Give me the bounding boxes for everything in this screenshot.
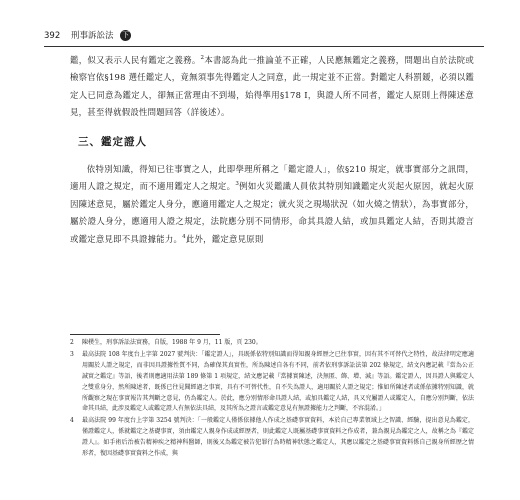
paragraph-1 (70, 52, 474, 122)
footnote-number: 4 (70, 417, 74, 425)
header-rule (44, 46, 484, 47)
book-title: 刑事訴訟法 (70, 31, 114, 41)
running-header (44, 28, 484, 44)
para2-text-c: 此外，鑑定意見原則 (185, 233, 264, 244)
footnote-rule (70, 334, 220, 335)
footnote-number: 3 (70, 350, 74, 358)
main-text (70, 52, 474, 248)
paragraph-2 (70, 161, 474, 248)
footnote-ref-3[interactable]: 3 (235, 181, 240, 188)
footnote-text: 陳樸生，刑事訴訟法實務，自版，1988 年 9 月，11 版，頁 230。 (82, 339, 262, 346)
footnote-item (70, 416, 474, 460)
para1-rest: 本書認為此一推論並不正確，人民應無鑑定之義務，問題出自於法院或檢察官依§198 選任鑑定人，竟無須事先得鑑定人之同意，此一規定並不正當。對鑑定人科罰鍰，必須以鑑定人已同意為鑑定人，卻無正當理由不到場，始得準用§178 I，與證人所不同者，鑑定人原則上得陳述意見，甚至得就假設性問題回答（詳後述）。 (70, 55, 474, 118)
page-number: 392 (44, 31, 61, 41)
para1-text: 鑑，似又表示人民有鑑定之義務。 (70, 55, 201, 65)
para2-text-b: 例如火災鑑識人員依其特別知識鑑定火災起火原因，就起火原因陳述意見，屬於鑑定人身分，應適用鑑定人之規定；就火災之現場狀況（如火燒之情狀），為事實部分，屬於證人身分，應適用人證之規定，法院應分別不同情形，命其具證人結，或加具鑑定人結，否則其證言或鑑定意見即不具證據能力。 (70, 181, 475, 244)
footnote-ref-4[interactable]: 4 (182, 233, 186, 240)
footnote-text: 最高法院 99 年度台上字第 3254 號判決：「一般鑑定人僅係依據他人作成之基礎事實資料，本於自己專業領域上之智識、經驗，提出意見為鑑定，僅證鑑定人，係就鑑定之基礎事實，須由鑑定人親身作成或經歷者，則此鑑定人既屬基礎事實資料之作成者，兼為親見為鑑定之人，故稱之為『鑑定證人』。如手術后治被告精神疾之精神科醫師，則後又為鑑定被告犯罪行為時精神狀態之鑑定人，其應以鑑定之基礎事實資料係自己親身所經歷之情形者，復因基礎事實資料之作成，與 (82, 417, 474, 458)
footnote-item (70, 338, 474, 349)
footnote-ref-2[interactable]: 2 (200, 55, 205, 62)
para2-text-a: 依特別知識，得知已往事實之人，此即學理所稱之「鑑定證人」，依§210 規定，就事實部分之訊問，適用人證之規定，而不適用鑑定人之規定。 (70, 164, 474, 192)
footnotes (70, 338, 474, 461)
footnote-text: 最高法院 108 年度台上字第 2027 號判決：「鑑定證人」，具既係依特別知識而得知親身經歷之已往事實，因有其不可替代之特性，故法律明定應適用關於人證之規定，而非因具證據性質不同，為確保其真實性，所為陳述自各有不同，前者依刑事訴訟法第 202 條規定，結文內應記載『當為公正誠實之鑑定』等語，後者則應適用法第 189 條第 1 項規定，結文應記載『當據實陳述，決無匿、飾、增、減』等語。鑑定證人，因具證人與鑑定人之雙重身分，然所陳述者，既係已往見聞經過之事實，具有不可替代性，自不失為證人，適用關於人證之規定；惟如所陳述者或係依據特別知識，就所觀察之現在事實報告其判斷之意見，仍為鑑定人。於此，應分別情形命具證人結，或加具鑑定人結，具又究屬證人或鑑定人，自應分別判斷，依法命其具結，此涉及鑑定人或鑑定證人有無依法具結，及其所為之證言或鑑定意見有無證據能力之判斷，不容混淆。」 (82, 350, 474, 413)
volume-badge: 下 (122, 31, 130, 39)
footnote-item (70, 350, 474, 415)
footnote-number: 2 (70, 339, 74, 346)
section-heading: 三、鑑定證人 (78, 135, 147, 148)
